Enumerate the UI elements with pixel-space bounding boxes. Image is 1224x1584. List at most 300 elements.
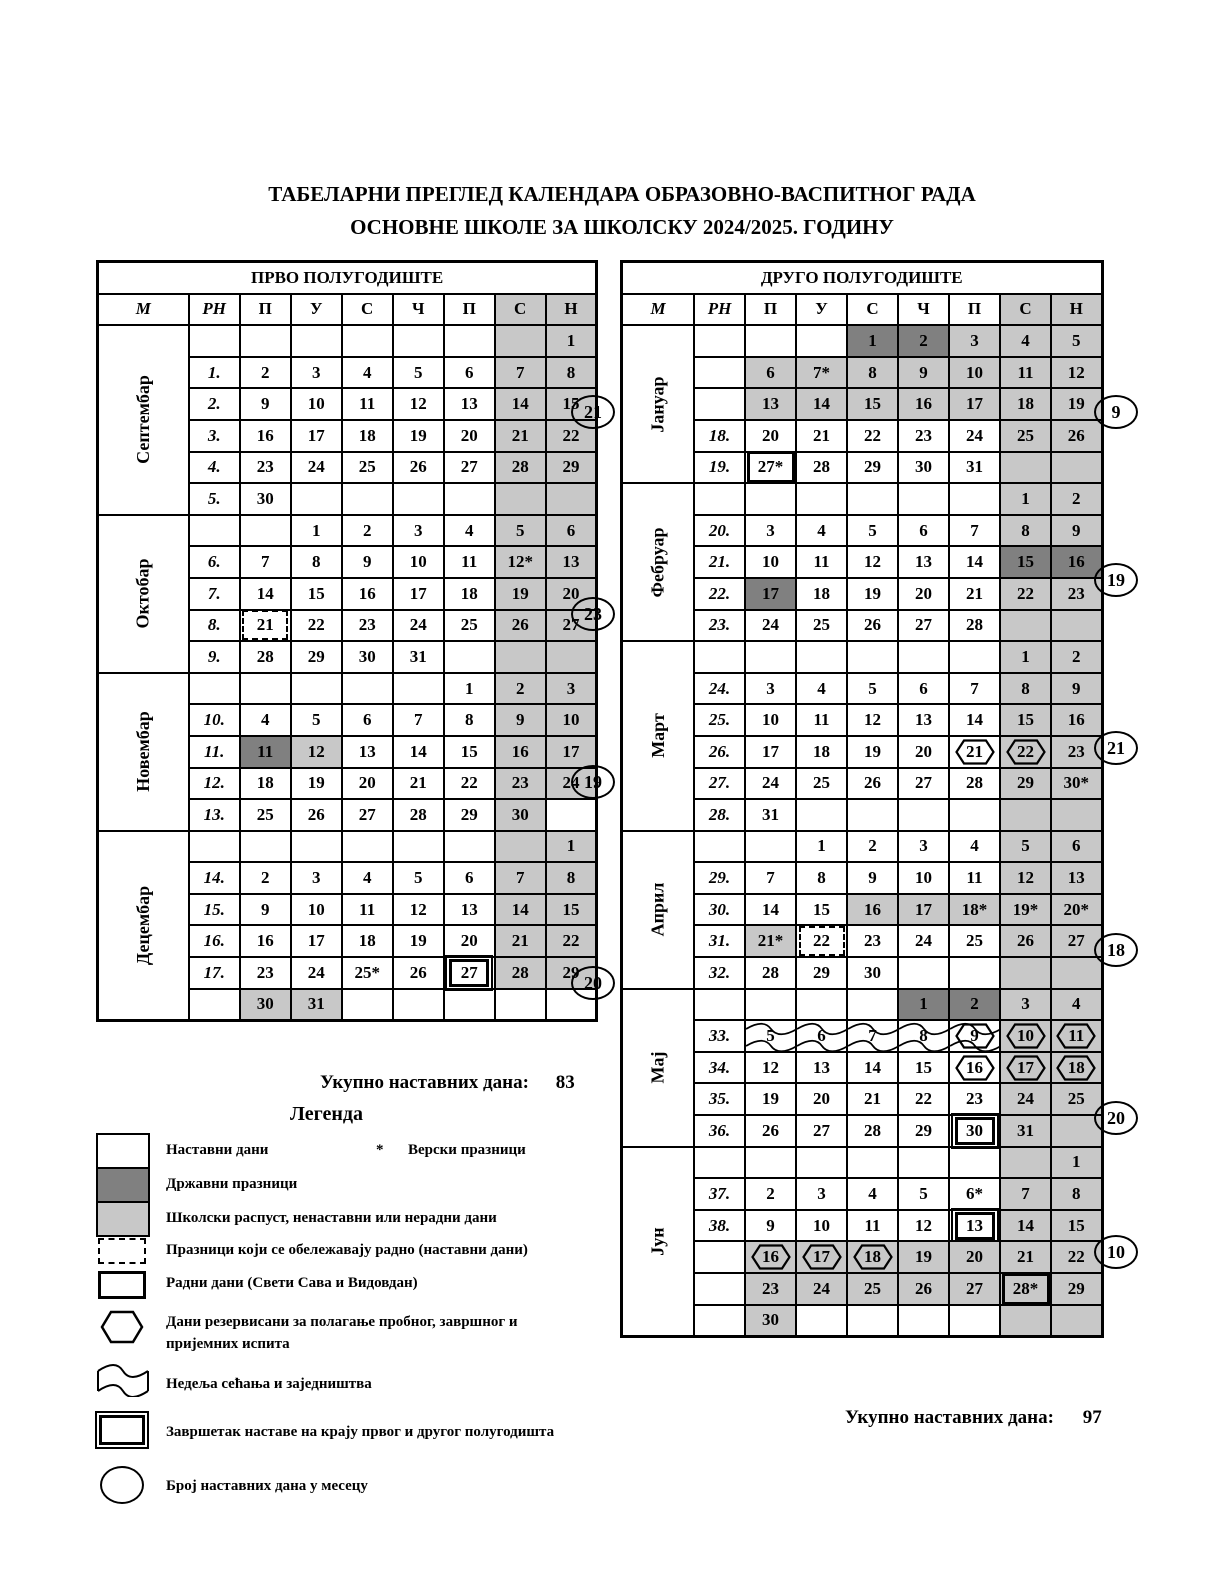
day-number: 14: [864, 1057, 881, 1077]
week-number: 20.: [694, 515, 745, 547]
day-cell: [949, 1273, 1000, 1305]
day-cell: [393, 546, 444, 578]
day-cell: [949, 1052, 1000, 1084]
day-number: 9: [515, 710, 525, 730]
day-number: 18*: [961, 899, 988, 919]
week-number: 17.: [189, 957, 240, 989]
day-cell: [495, 736, 546, 768]
day-cell: [847, 483, 898, 515]
day-number: 6: [1072, 836, 1081, 856]
wave-icon: [96, 1363, 150, 1397]
day-number: 26: [409, 457, 427, 477]
day-cell: [898, 736, 949, 768]
day-number: 9: [868, 868, 877, 888]
day-cell: [393, 768, 444, 800]
day-number: 26: [864, 773, 881, 793]
day-number: 3: [311, 362, 321, 382]
week-number: 14.: [189, 862, 240, 894]
day-cell: [495, 578, 546, 610]
teaching-days-count: 20: [571, 966, 615, 1000]
day-cell: [796, 578, 847, 610]
day-cell: [796, 483, 847, 515]
day-cell: [444, 925, 495, 957]
day-number: 18: [1017, 394, 1034, 414]
day-cell: [898, 925, 949, 957]
day-number: 4: [868, 1184, 877, 1204]
day-number: 12: [307, 741, 325, 761]
day-cell: [495, 610, 546, 642]
day-number: 17: [307, 931, 325, 951]
day-number: 15: [1017, 552, 1034, 572]
week-number: [189, 989, 240, 1021]
day-number: 10: [813, 1215, 830, 1235]
week-number: 21.: [694, 546, 745, 578]
day-cell: [1051, 1052, 1102, 1084]
day-cell: [949, 925, 1000, 957]
first-semester-table-wrap: [96, 260, 598, 1022]
day-number: 14: [813, 394, 830, 414]
day-number: 21: [813, 425, 830, 445]
day-number: 6: [919, 678, 928, 698]
day-number: 10: [307, 394, 325, 414]
day-cell: [1051, 831, 1102, 863]
day-cell: [1000, 641, 1051, 673]
day-number: 4: [1072, 994, 1081, 1014]
day-cell: [342, 578, 393, 610]
day-cell: [898, 1052, 949, 1084]
day-cell: [745, 610, 796, 642]
day-cell: [847, 1052, 898, 1084]
day-number: 22: [1067, 1247, 1085, 1267]
day-cell: [847, 1210, 898, 1242]
week-number: 28.: [694, 799, 745, 831]
day-cell: [796, 388, 847, 420]
day-cell: [796, 704, 847, 736]
day-number: 27: [915, 773, 932, 793]
column-header: С: [342, 294, 393, 326]
day-number: 20*: [1063, 899, 1089, 919]
day-number: 11: [1017, 362, 1034, 382]
day-number: 18: [358, 931, 376, 951]
day-cell: [1000, 1305, 1051, 1337]
day-number: 19: [307, 773, 325, 793]
day-cell: [495, 704, 546, 736]
day-cell: [745, 420, 796, 452]
day-cell: [393, 799, 444, 831]
week-number: 16.: [189, 925, 240, 957]
day-cell: [342, 736, 393, 768]
week-row: [622, 736, 1103, 768]
teaching-days-count: 21: [1094, 731, 1138, 765]
day-number: 2: [868, 836, 877, 856]
legend-title: Легенда: [290, 1103, 363, 1125]
hexagon-marker: [1006, 1055, 1046, 1081]
day-number: 8: [566, 868, 576, 888]
day-cell: [796, 1052, 847, 1084]
day-number: 2: [362, 520, 372, 540]
day-cell: [847, 989, 898, 1021]
day-number: 5: [1021, 836, 1030, 856]
hexagon-marker: [955, 1055, 995, 1081]
double-box-marker: [955, 1212, 995, 1240]
day-cell: [847, 1241, 898, 1273]
day-cell: [1000, 799, 1051, 831]
day-number: 10: [1017, 1026, 1034, 1046]
day-cell: [898, 1147, 949, 1179]
day-cell: [546, 357, 597, 389]
day-cell: [342, 989, 393, 1021]
day-cell: [847, 452, 898, 484]
day-cell: [949, 1083, 1000, 1115]
day-number: 14: [511, 899, 529, 919]
week-number: [694, 989, 745, 1021]
day-cell: [1000, 1020, 1051, 1052]
day-number: 24: [1017, 1089, 1034, 1109]
dashed-box-icon: [98, 1238, 146, 1264]
week-row: [622, 831, 1103, 863]
month-name: Јануар: [647, 376, 668, 433]
legend-label: Државни празници: [166, 1176, 298, 1192]
day-cell: [393, 673, 444, 705]
day-cell: [291, 578, 342, 610]
day-number: 15: [864, 394, 881, 414]
day-number: 23: [1067, 583, 1085, 603]
day-cell: [1051, 1210, 1102, 1242]
day-number: 27: [813, 1120, 830, 1140]
month-name: Мај: [647, 1051, 668, 1084]
day-cell: [546, 831, 597, 863]
day-cell: [796, 641, 847, 673]
teaching-days-count: 9: [1094, 395, 1138, 429]
day-number: 6*: [966, 1184, 983, 1204]
teaching-days-count: 20: [1094, 1101, 1138, 1135]
day-number: 25: [1067, 1089, 1085, 1109]
day-cell: [495, 546, 546, 578]
day-cell: [546, 452, 597, 484]
day-cell: [444, 862, 495, 894]
day-cell: [444, 610, 495, 642]
day-cell: [898, 483, 949, 515]
day-number: 19: [511, 583, 529, 603]
day-number: 22: [864, 425, 881, 445]
day-cell: [745, 1147, 796, 1179]
day-cell: [342, 925, 393, 957]
day-cell: [1000, 1115, 1051, 1147]
day-cell: [1051, 357, 1102, 389]
state-holiday-swatch: [96, 1167, 150, 1203]
day-cell: [949, 578, 1000, 610]
day-cell: [949, 515, 1000, 547]
week-number: [189, 515, 240, 547]
day-cell: [393, 831, 444, 863]
day-number: 13: [915, 710, 932, 730]
day-cell: [240, 862, 291, 894]
religious-mark: *: [376, 1142, 384, 1158]
day-cell: [898, 610, 949, 642]
day-cell: [291, 862, 342, 894]
day-number: 20: [460, 425, 478, 445]
week-row: [622, 862, 1103, 894]
day-cell: [240, 641, 291, 673]
day-cell: [1051, 610, 1102, 642]
day-cell: [393, 483, 444, 515]
column-header: Н: [1051, 294, 1102, 326]
teaching-days-count: 21: [571, 395, 615, 429]
day-number: 3: [766, 520, 775, 540]
week-number: [694, 1147, 745, 1179]
day-number: 21*: [757, 931, 784, 951]
day-number: 30: [762, 1310, 779, 1330]
day-cell: [393, 388, 444, 420]
day-number: 25*: [354, 962, 380, 982]
day-number: 2: [260, 362, 270, 382]
day-number: 9: [260, 899, 270, 919]
day-cell: [495, 325, 546, 357]
day-cell: [393, 325, 444, 357]
day-number: 31: [409, 646, 427, 666]
day-cell: [796, 1083, 847, 1115]
day-cell: [847, 325, 898, 357]
first-semester-total: [320, 1072, 575, 1094]
day-cell: [444, 515, 495, 547]
day-cell: [796, 1241, 847, 1273]
day-cell: [898, 894, 949, 926]
day-number: 28: [966, 615, 983, 635]
week-row: [622, 957, 1103, 989]
document-title-line1: ТАБЕЛАРНИ ПРЕГЛЕД КАЛЕНДАРА ОБРАЗОВНО-ВАСПИТНОГ РАДА: [268, 182, 976, 206]
day-number: 22: [1017, 583, 1034, 603]
day-number: 17: [409, 583, 427, 603]
day-cell: [1000, 673, 1051, 705]
day-cell: [393, 989, 444, 1021]
day-cell: [444, 736, 495, 768]
day-cell: [1051, 641, 1102, 673]
day-number: 17: [813, 1247, 830, 1267]
column-header: М: [622, 294, 695, 326]
teaching-days-count: 10: [1094, 1235, 1138, 1269]
hexagon-marker: [802, 1244, 842, 1270]
day-cell: [745, 515, 796, 547]
day-number: 17: [966, 394, 983, 414]
day-cell: [393, 515, 444, 547]
week-number: [189, 673, 240, 705]
day-number: 4: [817, 520, 826, 540]
teaching-swatch: [96, 1133, 150, 1169]
week-number: 37.: [694, 1178, 745, 1210]
day-number: 26: [409, 962, 427, 982]
day-number: 19*: [1012, 899, 1039, 919]
week-row: [622, 1020, 1103, 1052]
month-name: Септембар: [132, 375, 153, 465]
day-cell: [393, 610, 444, 642]
day-number: 25: [864, 1278, 881, 1298]
week-number: 27.: [694, 768, 745, 800]
day-cell: [291, 515, 342, 547]
day-number: 29: [562, 457, 580, 477]
column-header: РН: [189, 294, 240, 326]
day-cell: [240, 957, 291, 989]
day-number: 17: [307, 425, 325, 445]
week-number: 26.: [694, 736, 745, 768]
month-name-cell: [622, 989, 695, 1147]
column-header: П: [240, 294, 291, 326]
day-number: 8: [1072, 1184, 1081, 1204]
day-cell: [898, 1083, 949, 1115]
day-cell: [240, 799, 291, 831]
day-number: 5: [311, 710, 321, 730]
day-number: 6: [766, 362, 775, 382]
day-number: 3: [919, 836, 928, 856]
day-cell: [898, 1273, 949, 1305]
day-cell: [796, 420, 847, 452]
day-number: 16: [915, 394, 932, 414]
day-cell: [240, 325, 291, 357]
day-cell: [847, 1147, 898, 1179]
day-number: 15: [562, 899, 580, 919]
day-cell: [949, 736, 1000, 768]
day-cell: [847, 894, 898, 926]
column-header: П: [949, 294, 1000, 326]
day-cell: [796, 1147, 847, 1179]
week-row: [622, 546, 1103, 578]
day-cell: [1000, 515, 1051, 547]
day-number: 17: [762, 741, 779, 761]
day-cell: [745, 1305, 796, 1337]
day-cell: [796, 1178, 847, 1210]
week-number: 34.: [694, 1052, 745, 1084]
day-cell: [1051, 420, 1102, 452]
day-cell: [745, 768, 796, 800]
day-number: 16: [762, 1247, 779, 1267]
day-number: 22: [915, 1089, 932, 1109]
hexagon-marker: [853, 1244, 893, 1270]
day-cell: [393, 704, 444, 736]
day-number: 15: [813, 899, 830, 919]
day-cell: [393, 862, 444, 894]
month-name: Март: [647, 713, 668, 759]
day-number: 21: [511, 931, 529, 951]
solid-box-marker: [747, 451, 795, 483]
day-number: 3: [766, 678, 775, 698]
day-cell: [240, 483, 291, 515]
day-number: 13: [358, 741, 376, 761]
day-cell: [291, 704, 342, 736]
day-cell: [847, 957, 898, 989]
day-number: 23: [256, 457, 274, 477]
day-cell: [342, 610, 393, 642]
month-name-cell: [622, 831, 695, 989]
week-row: [622, 894, 1103, 926]
day-cell: [393, 641, 444, 673]
day-cell: [393, 452, 444, 484]
day-cell: [796, 1305, 847, 1337]
day-cell: [291, 641, 342, 673]
week-row: [98, 515, 597, 547]
day-number: 11: [864, 1215, 881, 1235]
day-number: 2: [1072, 488, 1081, 508]
day-number: 13: [460, 899, 478, 919]
day-cell: [745, 736, 796, 768]
day-number: 15: [915, 1057, 932, 1077]
hexagon-marker: [1006, 739, 1046, 765]
day-number: 24: [762, 615, 779, 635]
day-number: 16: [1067, 552, 1085, 572]
day-number: 18: [460, 583, 478, 603]
day-number: 21: [966, 583, 983, 603]
week-number: 25.: [694, 704, 745, 736]
day-number: 24: [562, 773, 580, 793]
day-cell: [546, 515, 597, 547]
day-number: 28: [966, 773, 983, 793]
day-number: 4: [362, 868, 372, 888]
day-cell: [847, 641, 898, 673]
day-number: 22: [562, 425, 580, 445]
day-number: 6: [362, 710, 372, 730]
day-number: 31: [1017, 1120, 1034, 1140]
day-cell: [342, 768, 393, 800]
day-cell: [1051, 799, 1102, 831]
day-cell: [745, 546, 796, 578]
day-cell: [745, 1210, 796, 1242]
day-cell: [796, 1210, 847, 1242]
day-cell: [796, 357, 847, 389]
day-cell: [546, 862, 597, 894]
day-cell: [342, 452, 393, 484]
day-cell: [1000, 1273, 1051, 1305]
day-number: 13: [562, 552, 580, 572]
day-cell: [495, 768, 546, 800]
day-number: 7: [515, 868, 525, 888]
day-cell: [495, 831, 546, 863]
day-number: 7: [413, 710, 423, 730]
day-cell: [949, 1020, 1000, 1052]
week-number: [694, 1273, 745, 1305]
day-cell: [240, 578, 291, 610]
day-number: 31: [307, 994, 325, 1014]
day-cell: [291, 736, 342, 768]
day-cell: [949, 1178, 1000, 1210]
day-cell: [240, 357, 291, 389]
day-cell: [1051, 704, 1102, 736]
day-number: 7*: [813, 362, 830, 382]
day-cell: [1000, 925, 1051, 957]
day-cell: [847, 1305, 898, 1337]
day-cell: [745, 641, 796, 673]
day-cell: [949, 1210, 1000, 1242]
day-cell: [240, 452, 291, 484]
day-number: 2: [970, 994, 979, 1014]
day-number: 30: [915, 457, 932, 477]
day-cell: [444, 452, 495, 484]
day-number: 21: [966, 741, 983, 761]
week-number: 19.: [694, 452, 745, 484]
day-cell: [1051, 325, 1102, 357]
legend-label: Празници који се обележавају радно (наставни дани): [166, 1242, 528, 1258]
day-cell: [495, 641, 546, 673]
day-cell: [898, 1178, 949, 1210]
day-cell: [495, 862, 546, 894]
day-number: 20: [358, 773, 376, 793]
day-number: 30*: [1063, 773, 1089, 793]
day-number: 22: [307, 615, 325, 635]
day-number: 20: [460, 931, 478, 951]
day-number: 3: [817, 1184, 826, 1204]
day-cell: [847, 420, 898, 452]
day-number: 24: [409, 615, 427, 635]
day-cell: [898, 357, 949, 389]
day-cell: [240, 989, 291, 1021]
week-row: [622, 325, 1103, 357]
